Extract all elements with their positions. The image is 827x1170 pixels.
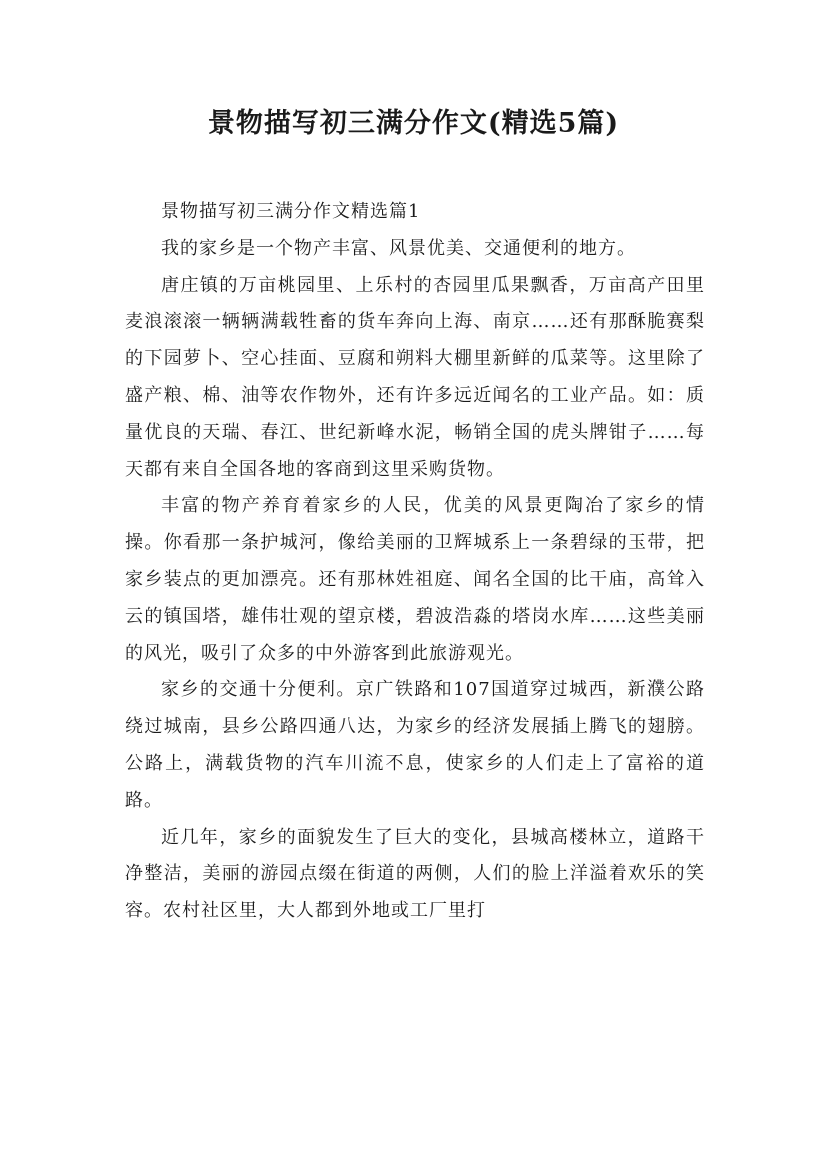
paragraph-1: 我的家乡是一个物产丰富、风景优美、交通便利的地方。 (161, 237, 636, 259)
paragraph-3: 丰富的物产养育着家乡的人民，优美的风景更陶冶了家乡的情操。你看那一条护城河，像给美丽的卫辉城系上一条碧绿的玉带，把家乡装点的更加漂亮。还有那林姓祖庭、闻名全国的比干庙，高耸入云的镇国塔，雄伟壮观的望京楼，碧波浩淼的塔岗水库……这些美丽的风光，吸引了众多的中外游客到此旅游观光。 (125, 495, 705, 664)
document-title: 景物描写初三满分作文(精选5篇) (207, 108, 620, 139)
document-body (125, 194, 705, 930)
paragraph-5: 近几年，家乡的面貌发生了巨大的变化，县城高楼林立，道路干净整洁，美丽的游园点缀在街道的两侧，人们的脸上洋溢着欢乐的笑容。农村社区里，大人都到外地或工厂里打 (125, 826, 705, 922)
paragraph-4: 家乡的交通十分便利。京广铁路和107国道穿过城西，新濮公路绕过城南，县乡公路四通八达，为家乡的经济发展插上腾飞的翅膀。公路上，满载货物的汽车川流不息，使家乡的人们走上了富裕的道路。 (125, 679, 705, 811)
section-heading: 景物描写初三满分作文精选篇1 (161, 201, 421, 222)
paragraph-2: 唐庄镇的万亩桃园里、上乐村的杏园里瓜果飘香，万亩高产田里麦浪滚滚一辆辆满载牲畜的货车奔向上海、南京……还有那酥脆赛梨的下园萝卜、空心挂面、豆腐和朔料大棚里新鲜的瓜菜等。这里除了盛产粮、棉、油等农作物外，还有许多远近闻名的工业产品。如：质量优良的天瑞、春江、世纪新峰水泥，畅销全国的虎头牌钳子……每天都有来自全国各地的客商到这里采购货物。 (125, 274, 705, 480)
